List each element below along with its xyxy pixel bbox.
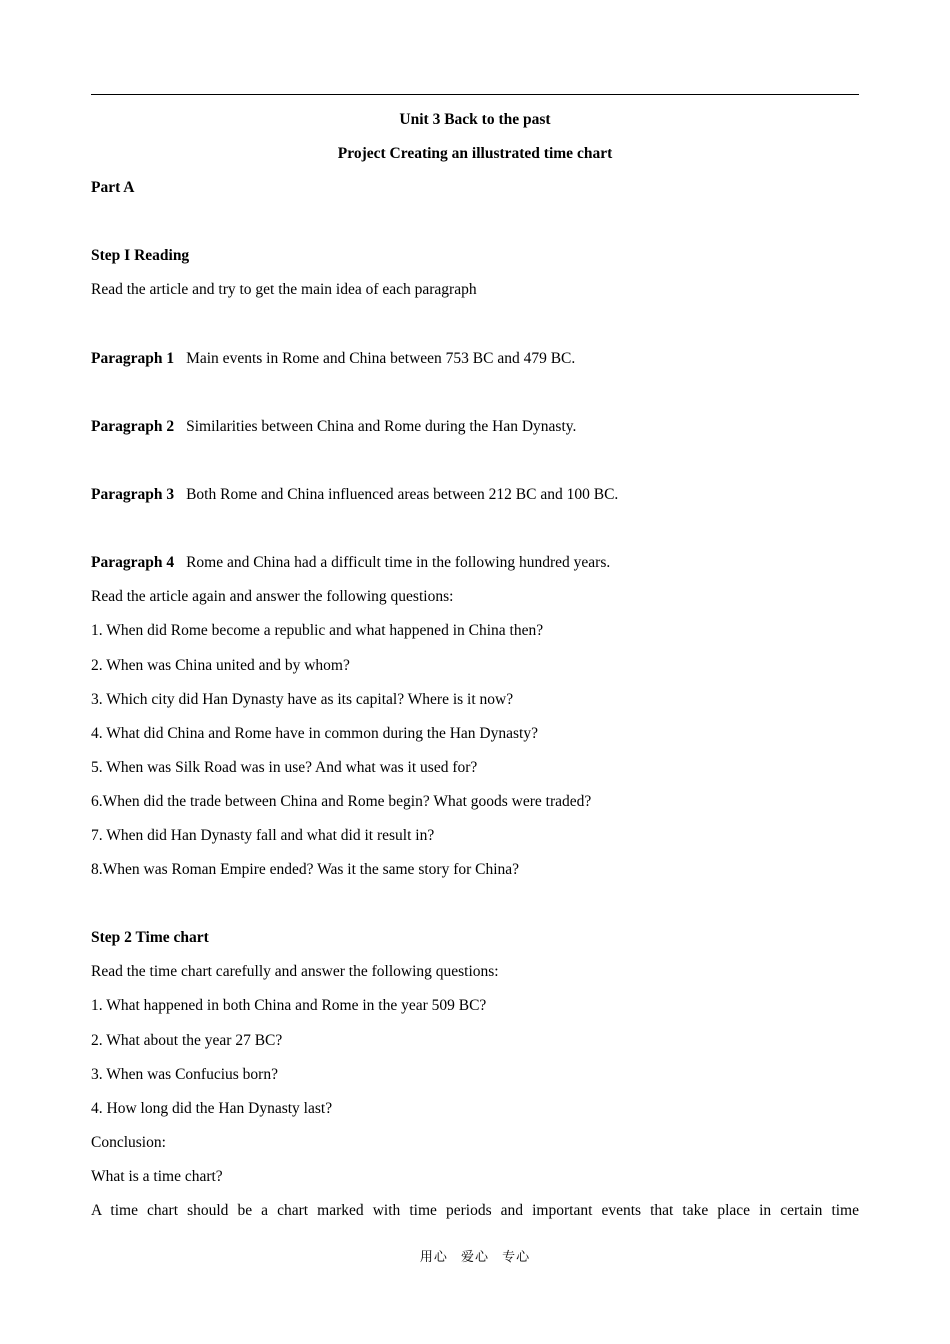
conclusion-answer: A time chart should be a chart marked with time periods and important events that take place in certain time [91,1202,859,1219]
question-item: 4. What did China and Rome have in common during the Han Dynasty? [91,724,538,742]
paragraph-label: Paragraph 2 [91,417,175,435]
spacer [91,447,859,481]
question-item: 1. When did Rome become a republic and what happened in China then? [91,622,544,640]
paragraph-label: Paragraph 3 [91,486,175,504]
page-footer [0,1246,950,1265]
paragraph-label: Paragraph 4 [91,554,175,572]
spacer [91,515,859,549]
spacer [91,379,859,413]
paragraph-text: Rome and China had a difficult time in the following hundred years. [186,554,611,572]
question-item: 3. Which city did Han Dynasty have as its capital? Where is it now? [91,690,514,708]
question-item: 2. What about the year 27 BC? [91,1031,283,1049]
question-item: 2. When was China united and by whom? [91,656,350,674]
paragraph-summary-3 [91,481,859,515]
question-item: 6.When did the trade between China and Rome begin? What goods were traded? [91,792,592,810]
step2-instruction: Read the time chart carefully and answer the following questions: [91,963,499,981]
paragraph-text: Main events in Rome and China between 753 BC and 479 BC. [186,349,576,367]
question-item: 4. How long did the Han Dynasty last? [91,1099,333,1117]
project-title: Project Creating an illustrated time chart [337,145,613,163]
paragraph-text: Similarities between China and Rome during the Han Dynasty. [186,417,577,435]
footer-item: 爱心 [460,1250,489,1265]
step2-heading: Step 2 Time chart [91,929,209,947]
question-item: 5. When was Silk Road was in use? And what was it used for? [91,758,478,776]
step1-instruction: Read the article and try to get the main idea of each paragraph [91,281,477,299]
question-item: 7. When did Han Dynasty fall and what did it result in? [91,826,435,844]
spacer [91,890,859,924]
spacer [91,208,859,242]
conclusion-label: Conclusion: [91,1133,166,1151]
paragraph-summary-2 [91,413,859,447]
question-item: 3. When was Confucius born? [91,1065,278,1083]
paragraph-text: Both Rome and China influenced areas between 212 BC and 100 BC. [186,486,619,504]
paragraph-label: Paragraph 1 [91,349,175,367]
questions-intro: Read the article again and answer the following questions: [91,588,454,606]
spacer [91,311,859,345]
question-item: 8.When was Roman Empire ended? Was it the same story for China? [91,861,520,879]
conclusion-question: What is a time chart? [91,1167,223,1185]
paragraph-summary-1 [91,345,859,379]
step1-heading: Step I Reading [91,247,190,265]
document-body [91,106,859,1231]
header-rule [91,94,859,95]
question-item: 1. What happened in both China and Rome in the year 509 BC? [91,997,487,1015]
paragraph-summary-4 [91,549,859,583]
unit-title: Unit 3 Back to the past [399,111,551,128]
footer-item: 专心 [502,1250,531,1265]
footer-item: 用心 [419,1250,448,1265]
part-heading: Part A [91,179,135,197]
